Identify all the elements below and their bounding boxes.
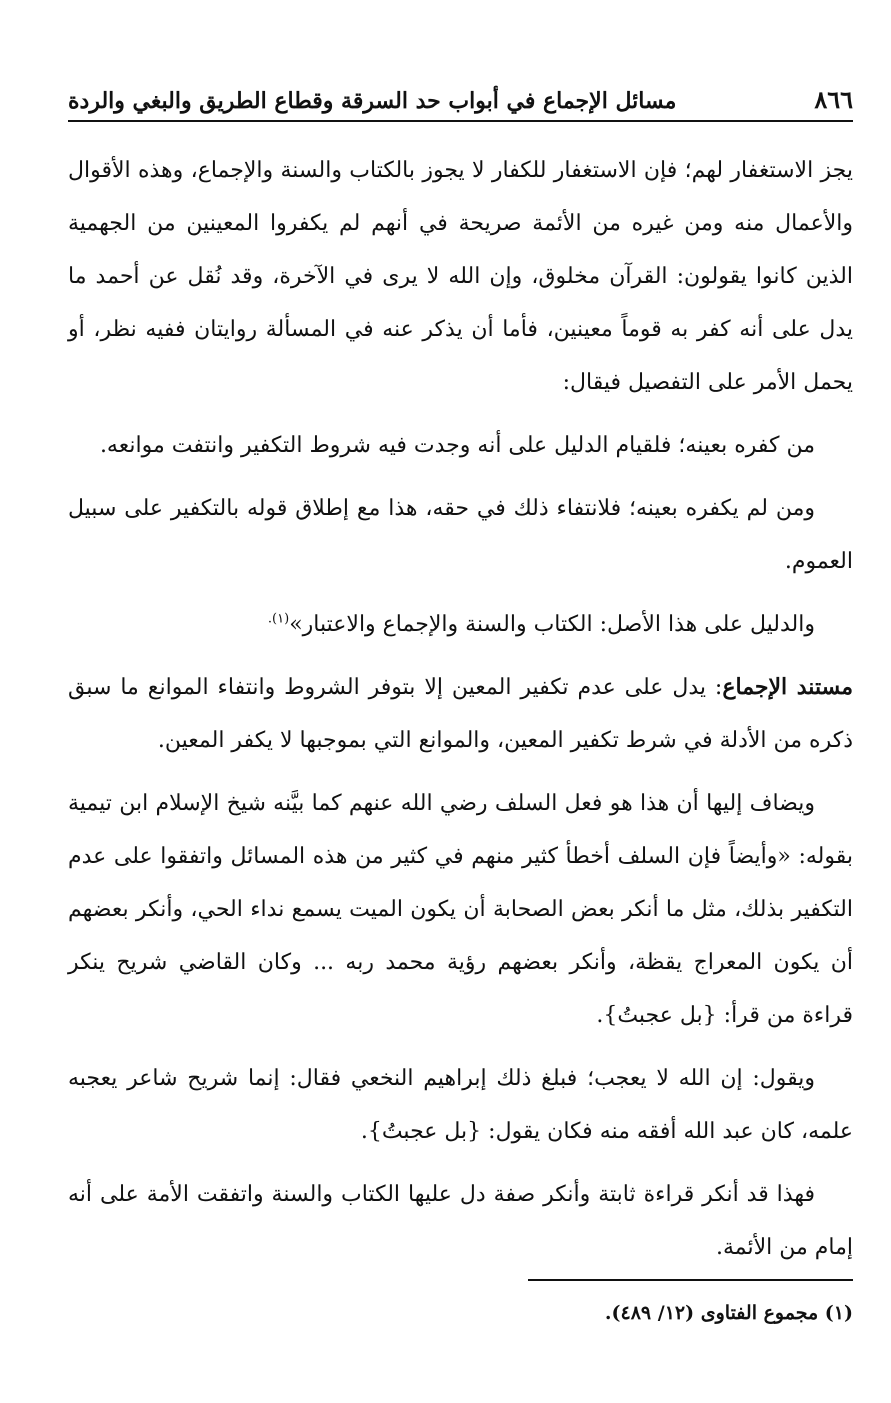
- paragraph-5-text: : يدل على عدم تكفير المعين إلا بتوفر الشروط وانتفاء الموانع ما سبق ذكره من الأدلة في شرط تكفير المعين، والموانع التي بموجبها لا يكفر المعين.: [68, 675, 853, 753]
- page-header: [68, 60, 853, 120]
- paragraph-6-text: ويضاف إليها أن هذا هو فعل السلف رضي الله عنهم كما بيَّنه شيخ الإسلام ابن تيمية بقوله: «وأيضاً فإن السلف أخطأ كثير منهم في كثير من هذه المسائل واتفقوا على عدم التكفير بذلك، مثل ما أنكر بعض الصحابة أن يكون الميت يسمع نداء الحي، وأنكر بعضهم أن يكون المعراج يقظة، وأنكر بعضهم رؤية محمد ربه ... وكان القاضي شريح ينكر قراءة من قرأ: {بل عجبتُ}.: [68, 791, 853, 1028]
- paragraph-2: [68, 419, 853, 472]
- paragraph-7-text: ويقول: إن الله لا يعجب؛ فبلغ ذلك إبراهيم النخعي فقال: إنما شريح شاعر يعجبه علمه، كان عبد الله أفقه منه فكان يقول: {بل عجبتُ}.: [68, 1066, 853, 1144]
- paragraph-5: [68, 661, 853, 767]
- paragraph-8: [68, 1168, 853, 1274]
- footnote-rule: [528, 1279, 853, 1281]
- paragraph-7: [68, 1052, 853, 1158]
- paragraph-8-text: فهذا قد أنكر قراءة ثابتة وأنكر صفة دل عليها الكتاب والسنة واتفقت الأمة على أنه إمام من الأئمة.: [68, 1182, 853, 1260]
- body-text: [68, 144, 853, 1274]
- header-rule: [68, 120, 853, 122]
- page-number: ٨٦٦: [814, 85, 853, 114]
- paragraph-2-text: من كفره بعينه؛ فلقيام الدليل على أنه وجدت فيه شروط التكفير وانتفت موانعه.: [99, 433, 815, 458]
- book-page: [68, 60, 853, 1403]
- paragraph-3-text: ومن لم يكفره بعينه؛ فلانتفاء ذلك في حقه، هذا مع إطلاق قوله بالتكفير على سبيل العموم.: [68, 496, 853, 574]
- consensus-basis-heading: مستند الإجماع: [722, 674, 853, 700]
- paragraph-1: [68, 144, 853, 409]
- footnote-1: (١) مجموع الفتاوى (١٢/ ٤٨٩).: [604, 1302, 853, 1324]
- paragraph-6: [68, 777, 853, 1042]
- running-title: مسائل الإجماع في أبواب حد السرقة وقطاع الطريق والبغي والردة: [68, 88, 677, 114]
- paragraph-1-text: يجز الاستغفار لهم؛ فإن الاستغفار للكفار لا يجوز بالكتاب والسنة والإجماع، وهذه الأقوال والأعمال منه ومن غيره من الأئمة صريحة في أنهم لم يكفروا المعينين من الجهمية الذين كانوا يقولون: القرآن مخلوق، وإن الله لا يرى في الآخرة، وقد نُقل عن أحمد ما يدل على أنه كفر به قوماً معينين، فأما أن يذكر عنه في المسألة روايتان ففيه نظر، أو يحمل الأمر على التفصيل فيقال:: [68, 158, 853, 395]
- paragraph-3: [68, 482, 853, 588]
- paragraph-4-text: والدليل على هذا الأصل: الكتاب والسنة والإجماع والاعتبار»: [289, 612, 815, 637]
- paragraph-4: [68, 598, 853, 651]
- footnote-reference: (١).: [267, 611, 290, 627]
